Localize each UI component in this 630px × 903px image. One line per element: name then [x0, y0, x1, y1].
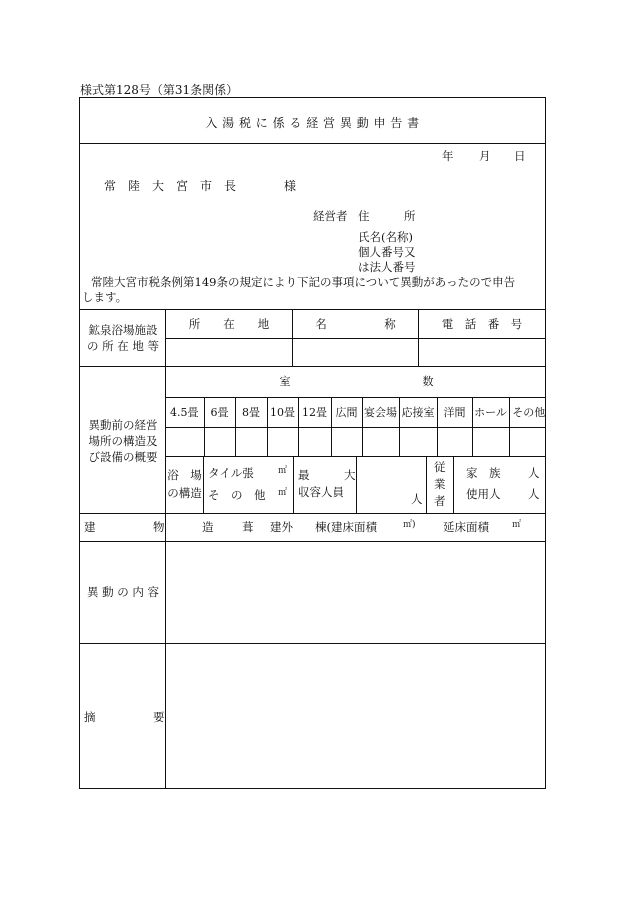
divider — [80, 541, 545, 542]
room-count-cell[interactable] — [437, 427, 472, 456]
room-type-10: 10畳 — [267, 397, 298, 427]
building-text: 棟(建床面積 — [315, 520, 377, 534]
form-id: 様式第128号（第31条関係） — [80, 83, 239, 97]
structure-label-3: び設備の概要 — [88, 450, 158, 464]
year-label: 年 — [442, 149, 454, 163]
staff-divider — [426, 456, 427, 513]
room-count-cell[interactable] — [331, 427, 362, 456]
bath-divider — [203, 456, 204, 513]
staff-label-2: 業 — [434, 477, 446, 491]
statement-line-1: 常陸大宮市税条例第149条の規定により下記の事項について異動があったので申告 — [91, 275, 516, 289]
room-type-banquet: 宴会場 — [362, 397, 399, 427]
room-type-other: その他 — [509, 397, 546, 427]
building-text: ㎡) — [403, 520, 416, 530]
col-location: 所 在 地 — [188, 317, 270, 331]
capacity-label-2: 収容人員 — [298, 485, 344, 499]
declaration-form — [79, 97, 546, 789]
name-field[interactable] — [296, 342, 414, 362]
divider — [80, 513, 545, 514]
bath-label-2: の構造 — [167, 486, 202, 500]
facility-inner-line — [165, 338, 545, 339]
rooms-table — [165, 366, 546, 457]
change-details-field[interactable] — [170, 546, 540, 638]
capacity-label-1: 最 大 — [298, 468, 356, 482]
building-label: 建 物 — [84, 520, 165, 534]
bath-label-1: 浴 場 — [167, 468, 202, 482]
room-count-cell[interactable] — [165, 427, 204, 456]
number-label-1: 個人番号又 — [358, 245, 416, 259]
address-label: 住 所 — [358, 209, 416, 223]
month-label: 月 — [479, 149, 491, 163]
form-title: 入 湯 税 に 係 る 経 営 異 動 申 告 書 — [205, 116, 420, 130]
employee-label: 使用人 — [466, 487, 501, 501]
location-field[interactable] — [170, 342, 288, 362]
employee-person-unit: 人 — [528, 487, 540, 501]
other-sqm-unit: ㎡ — [278, 488, 288, 498]
summary-field[interactable] — [170, 648, 540, 784]
col-name: 名 称 — [315, 317, 396, 331]
tile-label: タイル張 — [208, 466, 254, 480]
room-count-cell[interactable] — [235, 427, 267, 456]
family-person-unit: 人 — [528, 466, 540, 480]
room-type-8: 8畳 — [235, 397, 267, 427]
room-types-row — [165, 397, 546, 427]
room-type-hall: ホール — [472, 397, 509, 427]
room-type-4-5: 4.5畳 — [165, 397, 204, 427]
divider — [80, 143, 545, 144]
divider — [80, 309, 545, 310]
room-count-cell[interactable] — [472, 427, 509, 456]
room-type-western: 洋間 — [437, 397, 472, 427]
room-type-hiroma: 広間 — [331, 397, 362, 427]
other-label: そ の 他 — [208, 488, 266, 502]
building-text: 造 — [202, 520, 214, 534]
building-text: 建外 — [270, 520, 293, 534]
statement-line-2: します。 — [82, 290, 128, 304]
room-count-cell[interactable] — [509, 427, 546, 456]
bath-divider — [293, 456, 294, 513]
staff-divider — [453, 456, 454, 513]
family-label: 家 族 — [466, 466, 501, 480]
room-count-cell[interactable] — [298, 427, 331, 456]
building-text: 葺 — [242, 520, 254, 534]
facility-label-2: の 所 在 地 等 — [86, 339, 160, 353]
rooms-header: 室 数 — [165, 366, 546, 397]
room-count-row — [165, 427, 546, 456]
room-type-reception: 応接室 — [399, 397, 437, 427]
day-label: 日 — [514, 149, 526, 163]
number-label-2: は法人番号 — [358, 260, 416, 274]
addressee: 常 陸 大 宮 市 長 様 — [104, 179, 297, 193]
room-count-cell[interactable] — [204, 427, 235, 456]
tile-sqm-unit: ㎡ — [278, 466, 288, 476]
room-count-cell[interactable] — [267, 427, 298, 456]
room-type-6: 6畳 — [204, 397, 235, 427]
summary-label: 摘 要 — [84, 710, 165, 724]
building-text: 延床面積 — [443, 520, 489, 534]
name-label: 氏名(名称) — [358, 230, 413, 244]
capacity-divider — [356, 456, 357, 513]
operator-label: 経営者 — [313, 209, 348, 223]
building-text: ㎡ — [512, 520, 522, 530]
staff-label-1: 従 — [434, 460, 446, 474]
room-count-cell[interactable] — [362, 427, 399, 456]
room-type-12: 12畳 — [298, 397, 331, 427]
structure-label-1: 異動前の経営 — [88, 418, 158, 432]
staff-label-3: 者 — [434, 494, 446, 508]
structure-label-2: 場所の構造及 — [88, 434, 158, 448]
divider — [80, 643, 545, 644]
facility-label-1: 鉱泉浴場施設 — [88, 323, 158, 337]
phone-field[interactable] — [422, 342, 540, 362]
col-phone: 電 話 番 号 — [441, 317, 523, 331]
change-label: 異 動 の 内 容 — [86, 585, 160, 599]
room-count-cell[interactable] — [399, 427, 437, 456]
capacity-person-unit: 人 — [411, 492, 423, 506]
